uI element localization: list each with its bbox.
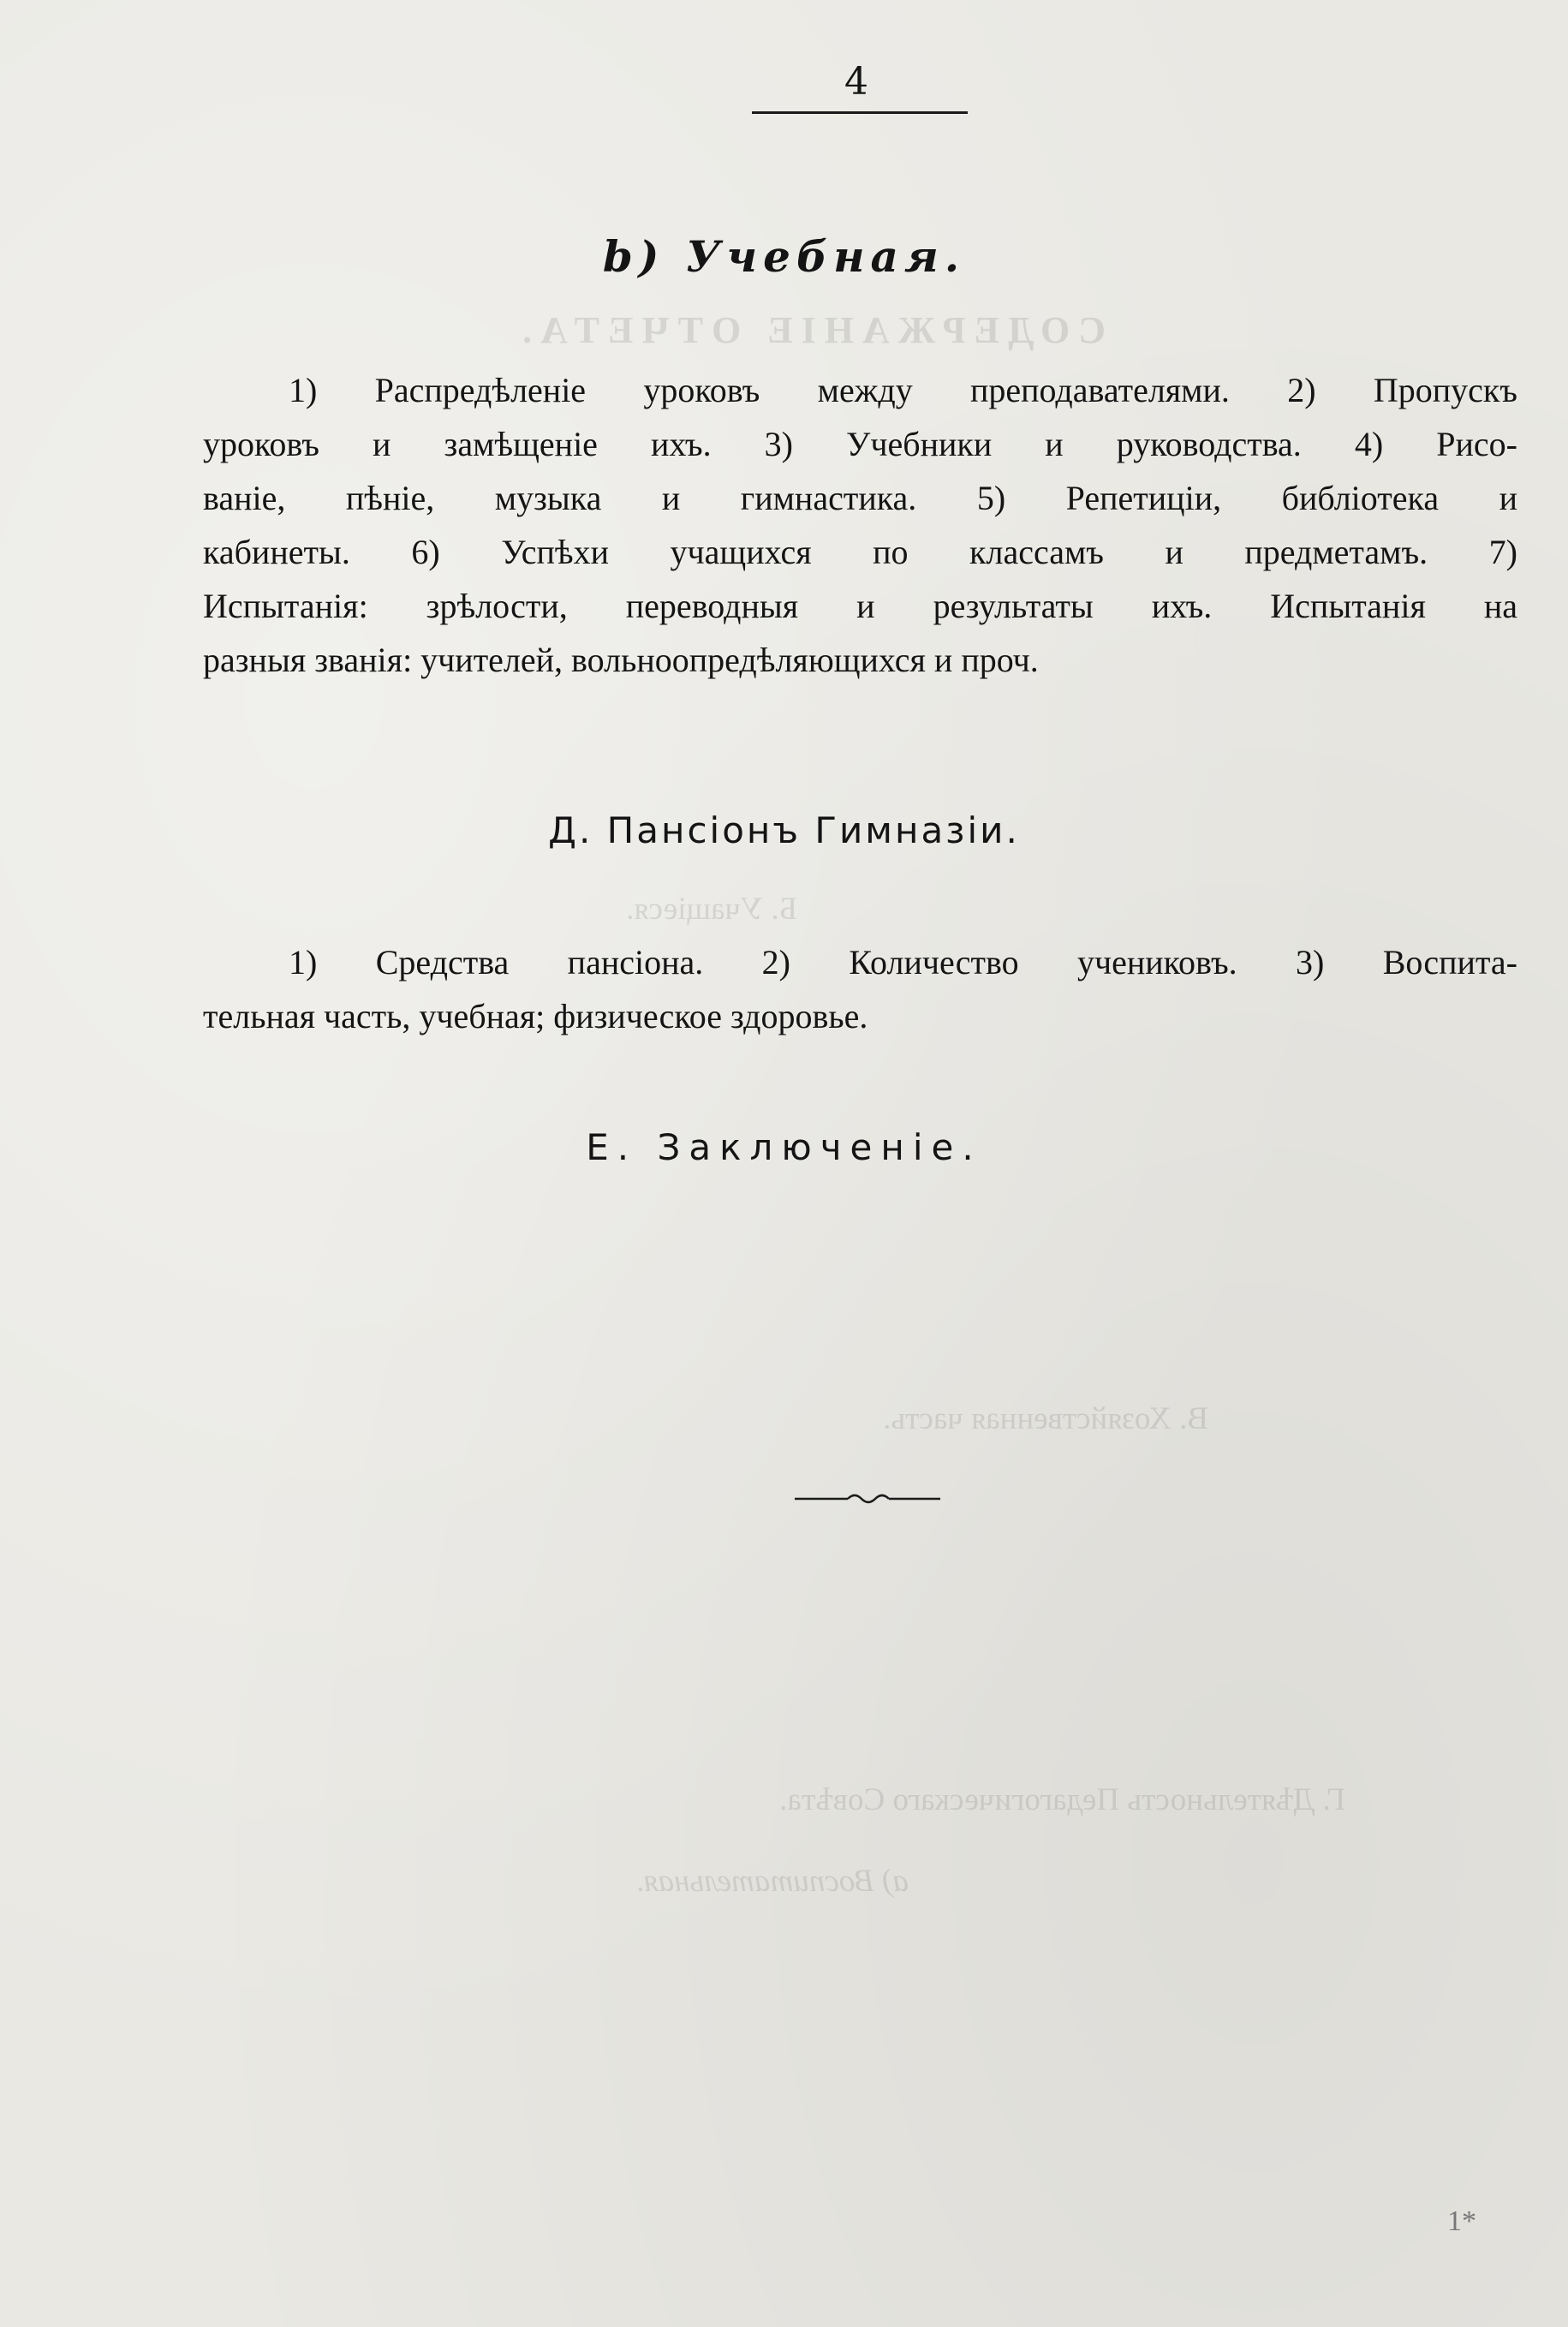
bleed-heading-a: a) Воспитательная. <box>635 1864 909 1899</box>
bleed-heading-v: В. Хозяйственная часть. <box>883 1401 1208 1436</box>
paragraph-line: 1) Средства пансіона. 2) Количество учениковъ. 3) Воспита- <box>289 943 1517 982</box>
bleed-heading-b: Б. Учащіеся. <box>626 892 797 927</box>
paragraph-line: разныя званія: учителей, вольноопредѣляющихся и проч. <box>203 641 1039 679</box>
paragraph-line: 1) Распредѣленіе уроковъ между преподавателями. 2) Пропускъ <box>289 371 1517 409</box>
paragraph-line: тельная часть, учебная; физическое здоровье. <box>203 997 868 1035</box>
page-number: 4 <box>844 60 868 104</box>
paragraph-line: Испытанія: зрѣлости, переводныя и результаты ихъ. Испытанія на <box>203 587 1517 625</box>
signature-mark: 1* <box>1447 2205 1476 2237</box>
paragraph-line: уроковъ и замѣщеніе ихъ. 3) Учебники и руководства. 4) Рисо- <box>203 425 1517 463</box>
end-ornament <box>795 1490 940 1507</box>
paragraph-line: ваніе, пѣніе, музыка и гимнастика. 5) Репетиціи, библіотека и <box>203 479 1517 517</box>
section-b-paragraph <box>203 363 1517 687</box>
section-d-heading: Д. Пансіонъ Гимназіи. <box>548 809 1020 851</box>
section-e-heading: Е. Заключеніе. <box>586 1126 982 1168</box>
bleed-title: СОДЕРЖАНІЕ ОТЧЕТА. <box>514 309 1106 351</box>
paragraph-line: кабинеты. 6) Успѣхи учащихся по классамъ и предметамъ. 7) <box>203 533 1517 571</box>
section-d-paragraph <box>203 935 1517 1043</box>
header-rule <box>752 111 968 114</box>
section-b-heading: b) Учебная. <box>602 231 966 282</box>
bleed-heading-g: Г. Дѣятельность Педагогическаго Совѣта. <box>779 1782 1345 1817</box>
